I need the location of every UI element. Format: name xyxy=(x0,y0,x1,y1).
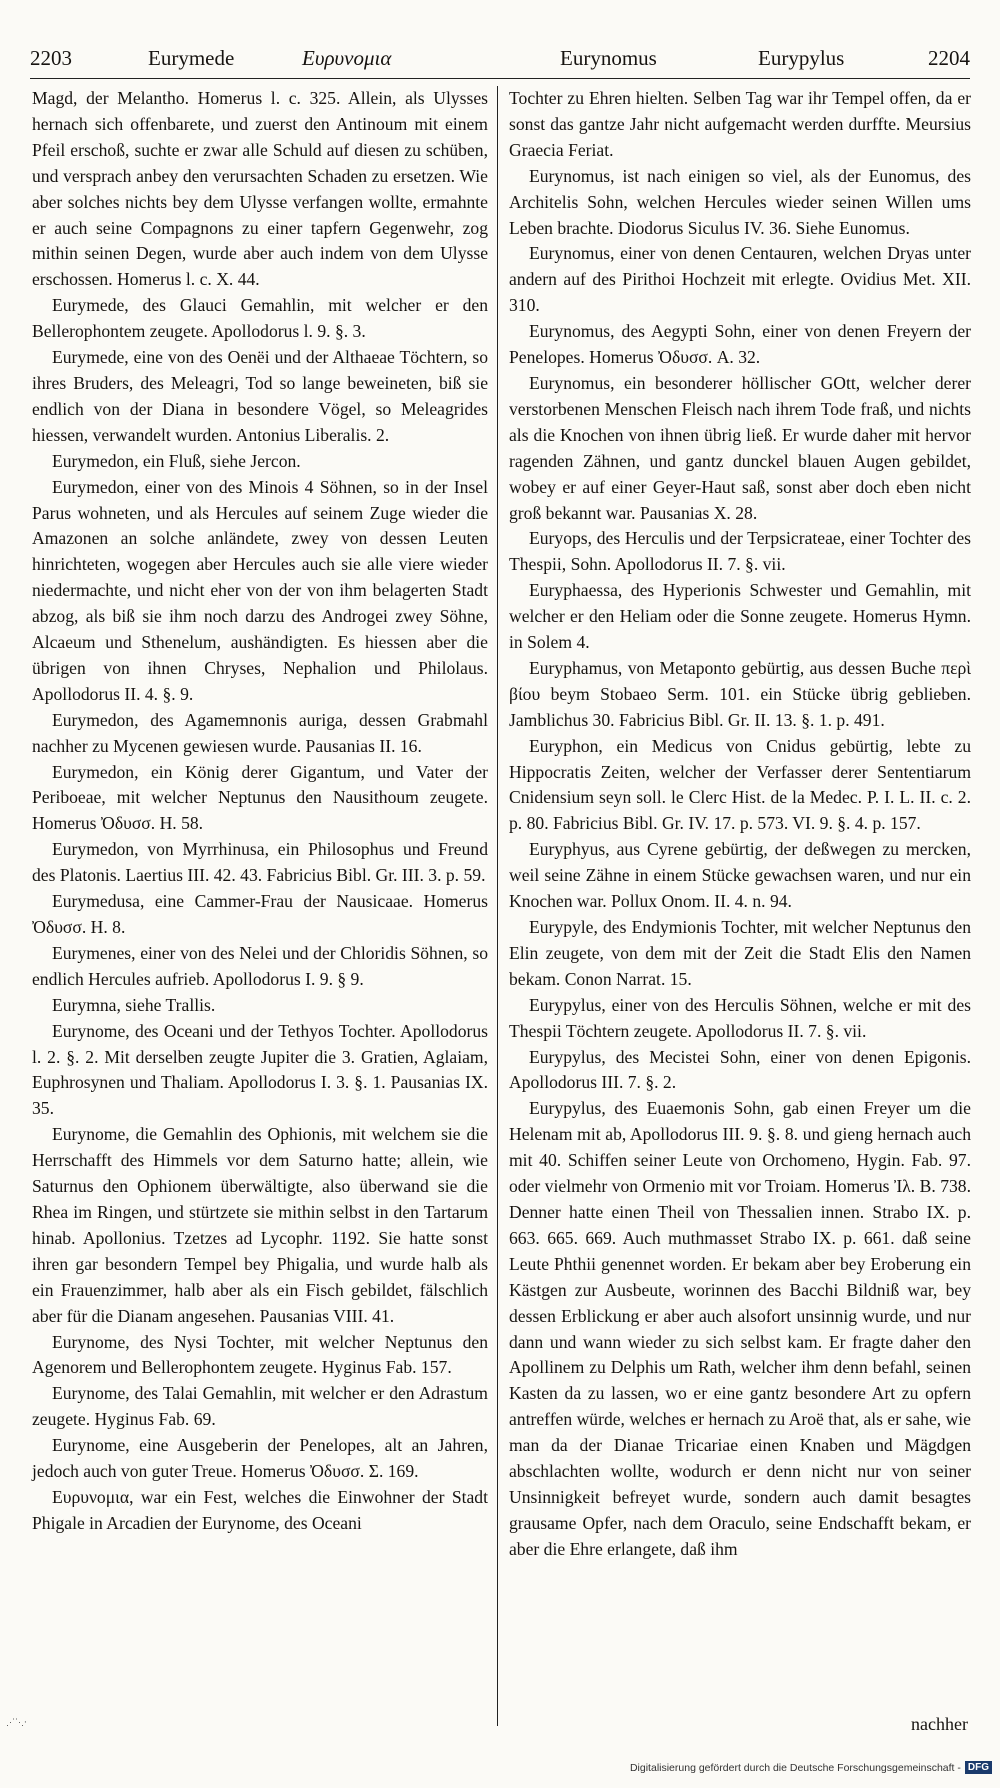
entry: Eurynomus, ein besonderer höllischer GOtt, welcher derer verstorbenen Menschen Fleisch nach ihrem Tode fraß, und nichts als die Knochen von ihnen übrig ließ. Er wurde daher mit hervor ragenden Zähnen, und gantz dunckel blauen Augen gebildet, wobey er auf einer Geyer-Haut saß, sonst aber doch eben nicht groß bekannt war. Pausanias X. 28. xyxy=(509,372,971,523)
digitization-footer xyxy=(630,1761,992,1774)
entry: Eurymedusa, eine Cammer-Frau der Nausicaae. Homerus Ὀδυσσ. H. 8. xyxy=(32,891,488,937)
header-word-4: Eurypylus xyxy=(758,46,845,70)
entry: Euryops, des Herculis und der Terpsicrateae, einer Tochter des Thespii, Sohn. Apollodorus II. 7. §. vii. xyxy=(509,528,971,575)
entry: Eurypylus, des Mecistei Sohn, einer von denen Epigonis. Apollodorus III. 7. §. 2. xyxy=(509,1046,971,1093)
entry: Euryphyus, aus Cyrene gebürtig, der deßwegen zu mercken, weil seine Zähne in einem Stücke gewachsen waren, und nur ein Knochen war. Pollux Onom. II. 4. n. 94. xyxy=(509,839,971,912)
entry: Eurymedon, ein Fluß, siehe Jercon. xyxy=(52,450,301,471)
entry: Eurymedon, des Agamemnonis auriga, dessen Grabmahl nachher zu Mycenen gewiesen wurde. Pausanias II. 16. xyxy=(32,709,488,756)
entry: Eurymede, eine von des Oenëi und der Althaeae Töchtern, so ihres Bruders, des Meleagri, Tod so lange beweineten, biß sie endlich von der Diana in besondere Vögel, so Meleagrides hiessen, verwandelt wurden. Antonius Liberalis. 2. xyxy=(32,347,488,445)
entry: Magd, der Melantho. Homerus l. c. 325. Allein, als Ulysses hernach sich offenbarete, und zuerst den Antinoum mit einem Pfeil erschoß, suchte er zwar alle Schuld auf diesen zu schüben, und versprach anbey den verursachten Schaden zu ersetzen. Wie aber solches nichts bey dem Ulysse verfangen wollte, ermahnte er auch seine Compagnons zu einer tapfern Gegenwehr, zog mithin seinen Degen, wurde aber auch indem von dem Ulysse erschossen. Homerus l. c. X. 44. xyxy=(32,88,488,290)
header-rule xyxy=(30,78,970,79)
entry: Tochter zu Ehren hielten. Selben Tag war ihr Tempel offen, da er sonst das gantze Jahr nicht aufgemacht werden durffte. Meursius Graecia Feriat. xyxy=(509,88,971,160)
entry: Eurymedon, einer von des Minois 4 Söhnen, so in der Insel Parus wohneten, und als Hercules auf seinem Zuge wieder die Amazonen an solche anländete, zwey von dessen Leuten hinrichteten, wogegen aber Hercules auch sie alle viere wieder niedermachte, und nicht eher von der von ihm belagerten Stadt abzog, als biß sie ihm noch darzu des Androgei zwey Söhne, Alcaeum und Sthenelum, aushändigten. Es hiessen aber die übrigen von ihnen Chryses, Nephalion und Philolaus. Apollodorus II. 4. §. 9. xyxy=(32,476,488,704)
entry: Eurynome, des Talai Gemahlin, mit welcher er den Adrastum zeugete. Hyginus Fab. 69. xyxy=(32,1383,488,1430)
entry: Euryphaessa, des Hyperionis Schwester und Gemahlin, mit welcher er den Heliam oder die Sonne zeugete. Homerus Hymn. in Solem 4. xyxy=(509,580,971,653)
entry: Eurynome, des Oceani und der Tethyos Tochter. Apollodorus l. 2. §. 2. Mit derselben zeugte Jupiter die 3. Gratien, Aglaiam, Euphrosynen und Thaliam. Apollodorus I. 3. §. 1. Pausanias IX. 35. xyxy=(32,1020,488,1119)
entry: Eurynome, des Nysi Tochter, mit welcher Neptunus den Agenorem und Bellerophontem zeugete. Hyginus Fab. 157. xyxy=(32,1331,488,1378)
entry: Eurymede, des Glauci Gemahlin, mit welcher er den Bellerophontem zeugete. Apollodorus l. 9. §. 3. xyxy=(32,295,488,342)
page-header xyxy=(30,46,970,74)
left-column xyxy=(32,86,488,1537)
entry: Eurypylus, einer von des Herculis Söhnen, welche er mit des Thespii Töchtern zeugete. Apollodorus II. 7. §. vii. xyxy=(509,994,971,1041)
page-number-right: 2204 xyxy=(928,46,970,70)
entry: Eurypylus, des Euaemonis Sohn, gab einen Freyer um die Helenam mit ab, Apollodorus III. 9. §. 8. und gieng hernach auch mit 40. Schiffen seiner Leute von Orchomeno, Hygin. Fab. 97. oder vielmehr von Ormenio mit vor Troiam. Homerus Ἰλ. B. 738. Denner hatte einen Theil von Thessalien innen. Strabo IX. p. 663. 665. 669. Auch muthmasset Strabo IX. p. 661. daß seine Leute Phthii genennet worden. Er bekam aber bey Eroberung ein Kästgen zur Ausbeute, worinnen des Bacchi Bildniß war, bey dessen Erblickung er aber auch alsofort unsinnig wurde, und nur dann und wann wieder zu sich selbst kam. Er fragte daher den Apollinem zu Delphis um Rath, welcher ihm denn befahl, seinen Kasten da zu lassen, wo er eine gantz besondere Art zu opfern antreffen würde, welches er hernach zu Aroë that, als er sahe, wie man da der Dianae Tricariae einen Knaben und Mägdgen abschlachten wollte, wodurch er denn nicht nur von seiner Unsinnigkeit befreyet wurde, sondern auch damit besagtes grausame Opfer, nach dem Oraculo, seine Endschafft bekam, er aber die Ehre erlangete, daß ihm xyxy=(509,1098,971,1559)
entry: Eurynomus, ist nach einigen so viel, als der Eunomus, des Architelis Sohn, welchen Hercules wieder seinen Willen ums Leben brachte. Diodorus Siculus IV. 36. Siehe Eunomus. xyxy=(509,165,971,238)
entry: Euryphamus, von Metaponto gebürtig, aus dessen Buche περὶ βίου beym Stobaeo Serm. 101. ein Stücke übrig geblieben. Jamblichus 30. Fabricius Bibl. Gr. II. 13. §. 1. p. 491. xyxy=(509,657,971,730)
page-number-left: 2203 xyxy=(30,46,72,70)
header-word-1: Eurymede xyxy=(148,46,235,70)
dfg-logo: DFG xyxy=(965,1761,992,1774)
catchword: nachher xyxy=(911,1714,968,1734)
entry: Eurynomus, des Aegypti Sohn, einer von denen Freyern der Penelopes. Homerus Ὀδυσσ. A. 32. xyxy=(509,321,971,368)
footer-text: Digitalisierung gefördert durch die Deutsche Forschungsgemeinschaft - xyxy=(629,1761,961,1774)
entry: Eurymna, siehe Trallis. xyxy=(52,994,216,1015)
entry: Eurypyle, des Endymionis Tochter, mit welcher Neptunus den Elin zeugete, von dem mit der Zeit die Stadt Elis den Namen bekam. Conon Narrat. 15. xyxy=(509,917,971,989)
entry: Euryphon, ein Medicus von Cnidus gebürtig, lebte zu Hippocratis Zeiten, welcher der Verfasser derer Sententiarum Cnidensium seyn soll. le Clerc Hist. de la Medec. P. I. L. II. c. 2. p. 80. Fabricius Bibl. Gr. IV. 17. p. 573. VI. 9. §. 4. p. 157. xyxy=(509,735,971,834)
entry: Ευρυνομια, war ein Fest, welches die Einwohner der Stadt Phigale in Arcadien der Eurynome, des Oceani xyxy=(32,1486,488,1533)
entry: Eurymedon, ein König derer Gigantum, und Vater der Periboeae, mit welcher Neptunus den Nausithoum zeugete. Homerus Ὀδυσσ. H. 58. xyxy=(32,761,488,834)
header-word-3: Eurynomus xyxy=(560,46,657,70)
header-word-2: Ευρυνομια xyxy=(302,46,392,70)
column-divider xyxy=(497,86,498,1726)
entry: Eurynome, eine Ausgeberin der Penelopes, alt an Jahren, jedoch auch von guter Treue. Homerus Ὀδυσσ. Σ. 169. xyxy=(32,1435,488,1482)
entry: Eurynome, die Gemahlin des Ophionis, mit welchem sie die Herrschafft des Himmels vor dem Saturno hatte; allein, wie Saturnus den Ophionem überwältigte, also überwand sie die Rhea im Ringen, und stürtzete sie mithin selbst in den Tartarum hinab. Apollonius. Tzetzes ad Lycophr. 1192. Sie hatte sonst ihren gar besondern Tempel bey Phigalia, und wurde halb als ein Frauenzimmer, halb aber als ein Fisch gebildet, fälschlich aber für die Dianam angesehen. Pausanias VIII. 41. xyxy=(32,1124,488,1326)
right-column xyxy=(509,86,971,1563)
entry: Eurynomus, einer von denen Centauren, welchen Dryas unter andern auf des Pirithoi Hochzeit mit erlegte. Ovidius Met. XII. 310. xyxy=(509,243,971,316)
entry: Eurymedon, von Myrrhinusa, ein Philosophus und Freund des Platonis. Laertius III. 42. 43. Fabricius Bibl. Gr. III. 3. p. 59. xyxy=(32,839,488,886)
entry: Eurymenes, einer von des Nelei und der Chloridis Söhnen, so endlich Hercules aufrieb. Apollodorus I. 9. § 9. xyxy=(32,942,488,989)
margin-mark: ⋰⋱· xyxy=(6,1718,27,1728)
